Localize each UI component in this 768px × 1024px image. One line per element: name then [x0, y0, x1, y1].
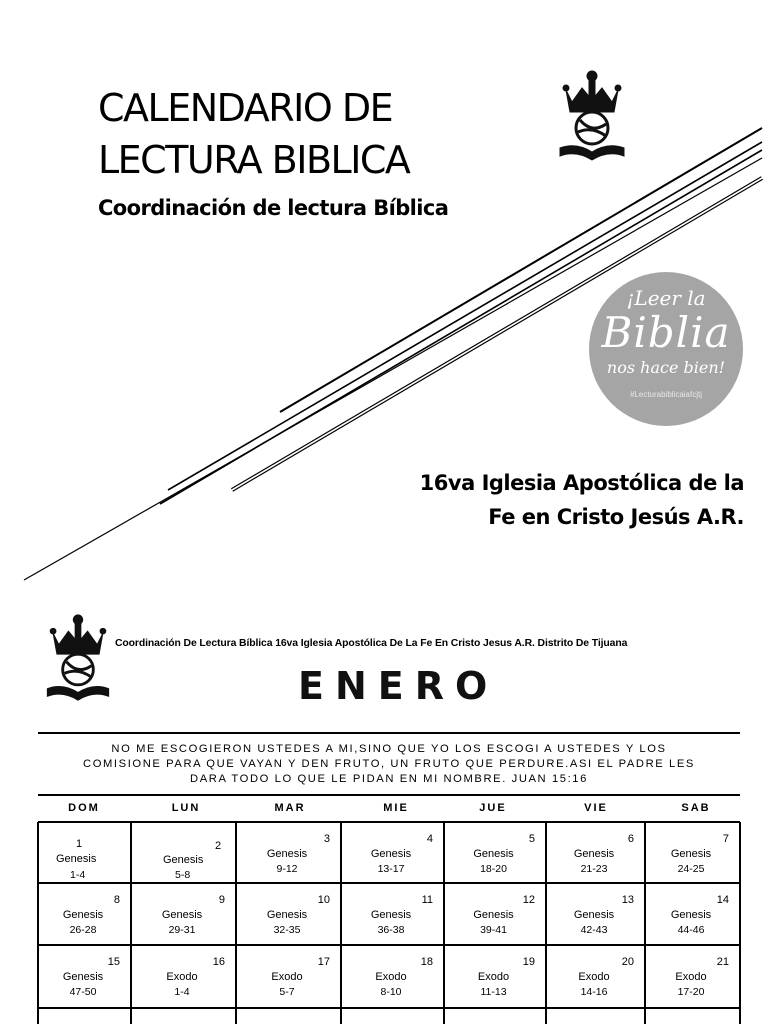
church-logo-icon — [556, 68, 628, 164]
day-number: 1 — [76, 838, 83, 850]
day-cell-12 — [446, 885, 545, 945]
day-number: 4 — [426, 833, 433, 845]
day-number: 7 — [722, 833, 729, 845]
reading-chapters: 29-31 — [168, 924, 196, 936]
day-cell-2 — [133, 824, 235, 884]
calendar-header: Coordinación De Lectura Bíblica 16va Iglesia Apostólica De La Fe En Cristo Jesus A.R. Distrito De Tijuana — [115, 638, 628, 649]
day-number: 6 — [627, 833, 634, 845]
leer-la-biblia-badge — [589, 272, 743, 426]
weekday-sab: SAB — [681, 802, 711, 814]
grid-vline — [545, 822, 547, 1024]
reading-chapters: 17-20 — [677, 986, 705, 998]
day-number: 19 — [522, 956, 535, 968]
reading-chapters: 5-8 — [175, 869, 191, 881]
reading-chapters: 39-41 — [480, 924, 507, 936]
day-cell-18 — [343, 947, 443, 1007]
badge-hashtag: #Lecturabiblicaiafcjtj — [629, 390, 703, 399]
reading-chapters: 26-28 — [69, 924, 97, 936]
cover-title-line1: CALENDARIO DE — [98, 86, 393, 130]
reading-book: Exodo — [271, 971, 303, 983]
verse-box — [38, 732, 740, 796]
weekday-mar: MAR — [274, 802, 306, 814]
grid-vline — [644, 822, 646, 1024]
verse-line3: DARA TODO LO QUE LE PIDAN EN MI NOMBRE. JUAN 15:16 — [190, 773, 588, 785]
day-number: 15 — [107, 956, 120, 968]
reading-book: Genesis — [161, 909, 203, 921]
grid-vline — [130, 822, 132, 1024]
day-number: 13 — [621, 894, 634, 906]
day-cell-5 — [446, 824, 545, 884]
reading-book: Genesis — [473, 848, 514, 860]
day-cell-21 — [647, 947, 739, 1007]
day-cell-14 — [647, 885, 739, 945]
reading-book: Exodo — [675, 971, 707, 983]
grid-vline — [37, 822, 39, 1024]
reading-chapters: 18-20 — [480, 863, 507, 875]
weekday-jue: JUE — [479, 802, 507, 814]
reading-chapters: 36-38 — [377, 924, 405, 936]
badge-line2: Biblia — [601, 308, 731, 357]
church-name-line1: 16va Iglesia Apostólica de la — [419, 471, 744, 495]
reading-chapters: 8-10 — [380, 986, 402, 998]
reading-book: Genesis — [670, 848, 712, 860]
verse-text — [38, 742, 740, 787]
grid-hline — [38, 821, 740, 823]
reading-chapters: 5-7 — [279, 986, 295, 998]
day-cell-17 — [238, 947, 340, 1007]
grid-hline — [38, 1007, 740, 1009]
grid-vline — [739, 822, 741, 1024]
reading-book: Genesis — [56, 853, 97, 865]
reading-book: Genesis — [573, 848, 615, 860]
reading-chapters: 47-50 — [69, 986, 97, 998]
day-number: 21 — [716, 956, 729, 968]
reading-chapters: 13-17 — [377, 863, 405, 875]
reading-book: Exodo — [375, 971, 407, 983]
reading-book: Genesis — [370, 909, 412, 921]
day-number: 20 — [621, 956, 634, 968]
reading-chapters: 24-25 — [677, 863, 705, 875]
day-cell-19 — [446, 947, 545, 1007]
day-cell-9 — [133, 885, 235, 945]
church-name-line2: Fe en Cristo Jesús A.R. — [488, 505, 744, 529]
reading-chapters: 11-13 — [480, 986, 507, 998]
day-cell-10 — [238, 885, 340, 945]
reading-book: Genesis — [266, 909, 308, 921]
day-number: 2 — [215, 840, 222, 852]
reading-chapters: 9-12 — [276, 863, 298, 875]
weekday-lun: LUN — [171, 802, 201, 814]
reading-book: Genesis — [670, 909, 712, 921]
weekday-mie: MIE — [383, 802, 409, 814]
day-number: 12 — [522, 894, 535, 906]
day-number: 8 — [113, 894, 120, 906]
day-cell-3 — [238, 824, 340, 884]
church-name — [420, 466, 744, 534]
day-cell-6 — [548, 824, 644, 884]
day-cell-7 — [647, 824, 739, 884]
reading-chapters: 14-16 — [580, 986, 608, 998]
reading-chapters: 44-46 — [677, 924, 705, 936]
reading-book: Genesis — [62, 909, 104, 921]
weekday-vie: VIE — [584, 802, 608, 814]
reading-chapters: 21-23 — [580, 863, 608, 875]
day-cell-16 — [133, 947, 235, 1007]
reading-chapters: 42-43 — [580, 924, 608, 936]
reading-book: Genesis — [473, 909, 514, 921]
day-number: 9 — [218, 894, 225, 906]
grid-vline — [235, 822, 237, 1024]
reading-book: Exodo — [578, 971, 610, 983]
day-cell-15 — [40, 947, 130, 1007]
cover-title-line2: LECTURA BIBLICA — [98, 138, 410, 182]
day-cell-4 — [343, 824, 443, 884]
day-number: 18 — [420, 956, 433, 968]
reading-book: Exodo — [166, 971, 198, 983]
reading-book: Genesis — [370, 848, 412, 860]
day-cell-13 — [548, 885, 644, 945]
day-number: 5 — [528, 833, 535, 845]
day-number: 16 — [212, 956, 225, 968]
verse-line2: COMISIONE PARA QUE VAYAN Y DEN FRUTO, UN FRUTO QUE PERDURE.ASI EL PADRE LES — [83, 758, 695, 770]
reading-chapters: 32-35 — [273, 924, 301, 936]
calendar-logo-icon — [42, 612, 114, 704]
reading-book: Exodo — [477, 971, 510, 983]
day-number: 10 — [317, 894, 330, 906]
reading-chapters: 1-4 — [174, 986, 190, 998]
weekday-dom: DOM — [68, 802, 100, 814]
grid-vline — [340, 822, 342, 1024]
reading-book: Genesis — [573, 909, 615, 921]
verse-line1: NO ME ESCOGIERON USTEDES A MI,SINO QUE YO LOS ESCOGI A USTEDES Y LOS — [111, 743, 667, 755]
day-cell-8 — [40, 885, 130, 945]
day-number: 3 — [323, 833, 330, 845]
day-number: 17 — [317, 956, 330, 968]
reading-book: Genesis — [62, 971, 104, 983]
reading-chapters: 1-4 — [70, 869, 86, 881]
grid-vline — [443, 822, 445, 1024]
reading-book: Genesis — [163, 854, 204, 866]
day-number: 11 — [421, 894, 433, 906]
day-cell-1 — [40, 824, 130, 884]
day-cell-11 — [343, 885, 443, 945]
reading-book: Genesis — [266, 848, 308, 860]
day-cell-20 — [548, 947, 644, 1007]
cover-subtitle: Coordinación de lectura Bíblica — [98, 196, 449, 220]
day-number: 14 — [716, 894, 729, 906]
badge-line1: ¡Leer la — [626, 286, 706, 310]
month-title: ENERO — [298, 664, 499, 708]
badge-line3: nos hace bien! — [606, 358, 726, 377]
